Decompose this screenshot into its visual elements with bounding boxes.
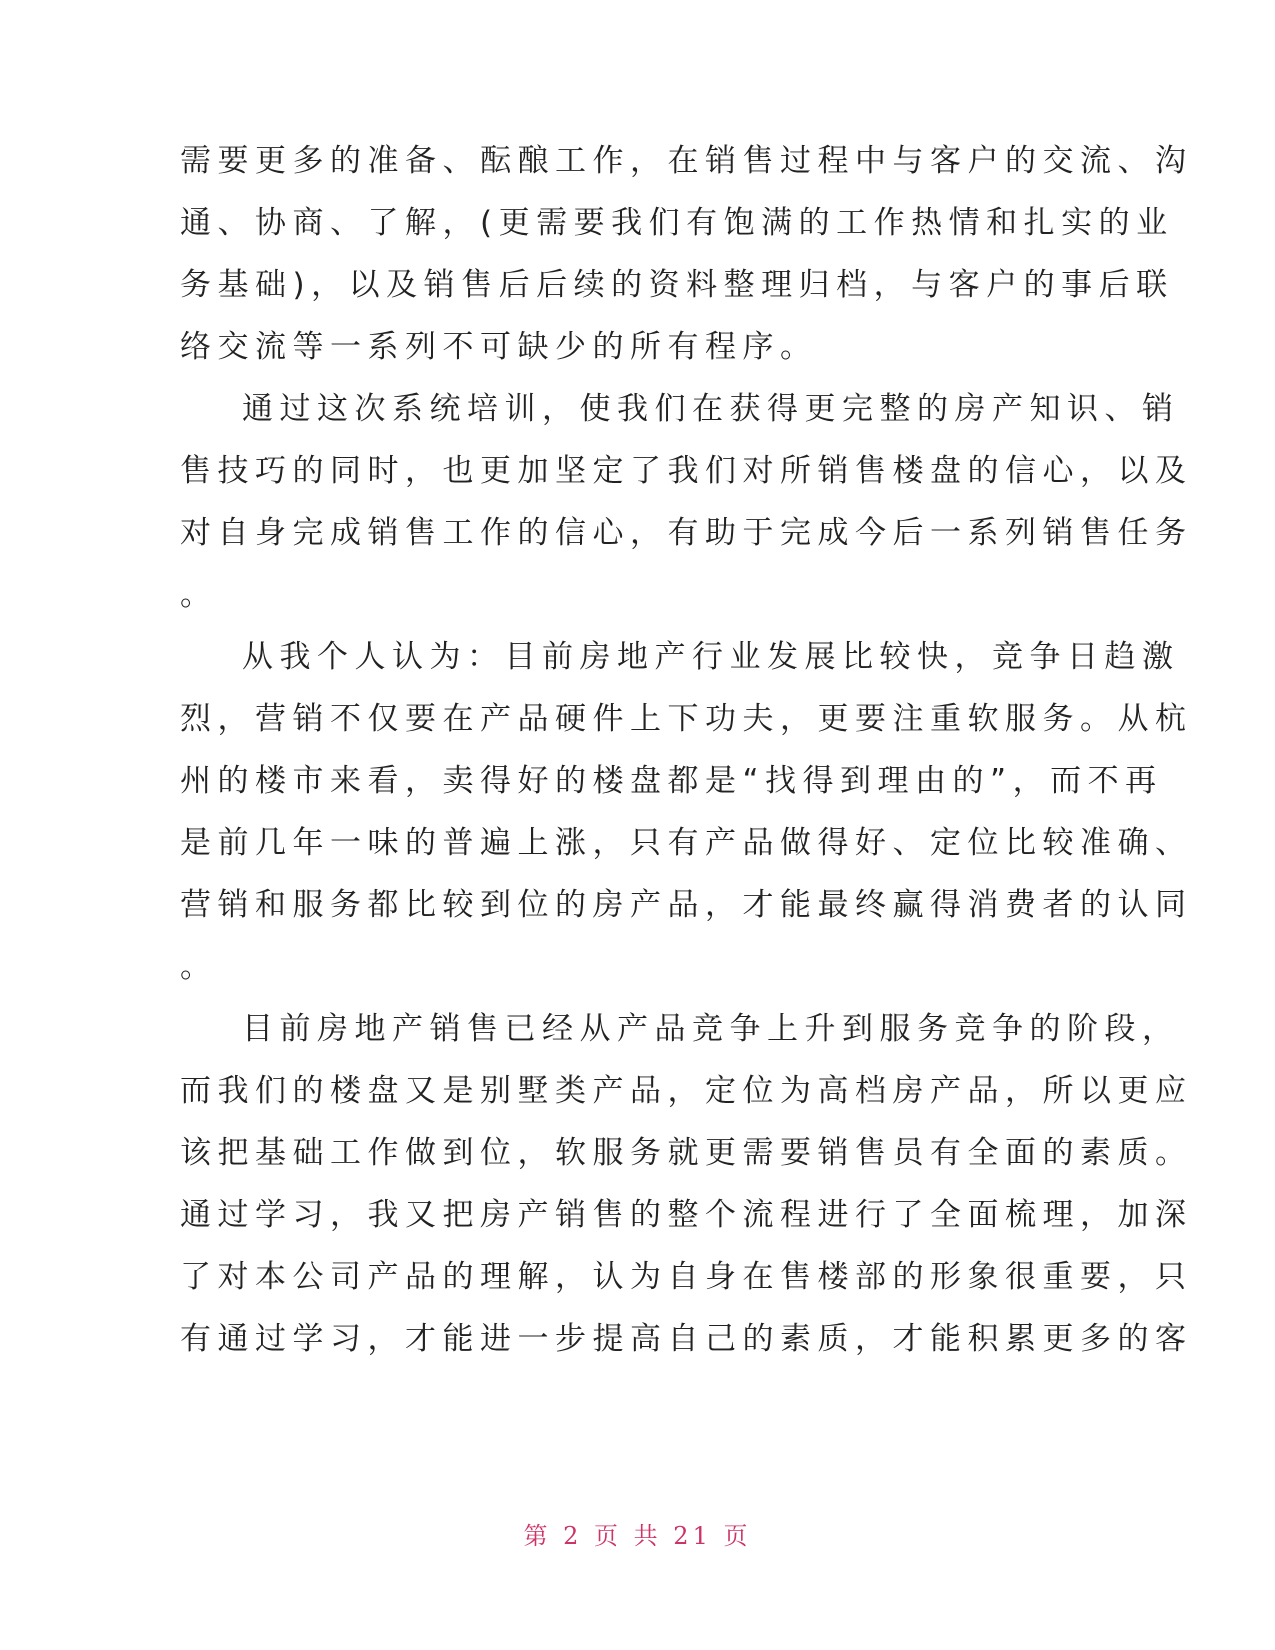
text-line: 而我们的楼盘又是别墅类产品，定位为高档房产品，所以更应 <box>180 1073 1193 1109</box>
text-line: 络交流等一系列不可缺少的所有程序。 <box>180 329 818 365</box>
text-line: 营销和服务都比较到位的房产品，才能最终赢得消费者的认同 <box>180 887 1193 923</box>
page-number-footer: 第 2 页 共 21 页 <box>523 1522 752 1550</box>
text-line: 是前几年一味的普遍上涨，只有产品做得好、定位比较准确、 <box>180 825 1193 861</box>
text-line: 对自身完成销售工作的信心，有助于完成今后一系列销售任务 <box>180 515 1193 551</box>
text-line: 。 <box>180 949 218 985</box>
text-line: 目前房地产销售已经从产品竞争上升到服务竞争的阶段， <box>242 1011 1180 1047</box>
text-line: 通过这次系统培训，使我们在获得更完整的房产知识、销 <box>242 391 1180 427</box>
text-line: 。 <box>180 577 218 613</box>
text-line: 了对本公司产品的理解，认为自身在售楼部的形象很重要，只 <box>180 1259 1193 1295</box>
text-line: 该把基础工作做到位，软服务就更需要销售员有全面的素质。 <box>180 1135 1193 1171</box>
text-line: 务基础)，以及销售后后续的资料整理归档，与客户的事后联 <box>180 267 1174 303</box>
text-line: 售技巧的同时，也更加坚定了我们对所销售楼盘的信心，以及 <box>180 453 1193 489</box>
text-line: 有通过学习，才能进一步提高自己的素质，才能积累更多的客 <box>180 1321 1193 1357</box>
text-line: 从我个人认为：目前房地产行业发展比较快，竞争日趋激 <box>242 639 1180 675</box>
document-body <box>180 130 1193 1370</box>
text-line: 烈，营销不仅要在产品硬件上下功夫，更要注重软服务。从杭 <box>180 701 1193 737</box>
text-line: 通、协商、了解，(更需要我们有饱满的工作热情和扎实的业 <box>180 205 1174 241</box>
text-line: 需要更多的准备、酝酿工作，在销售过程中与客户的交流、沟 <box>180 143 1193 179</box>
text-line: 州的楼市来看，卖得好的楼盘都是“找得到理由的”，而不再 <box>180 763 1163 799</box>
text-line: 通过学习，我又把房产销售的整个流程进行了全面梳理，加深 <box>180 1197 1193 1233</box>
